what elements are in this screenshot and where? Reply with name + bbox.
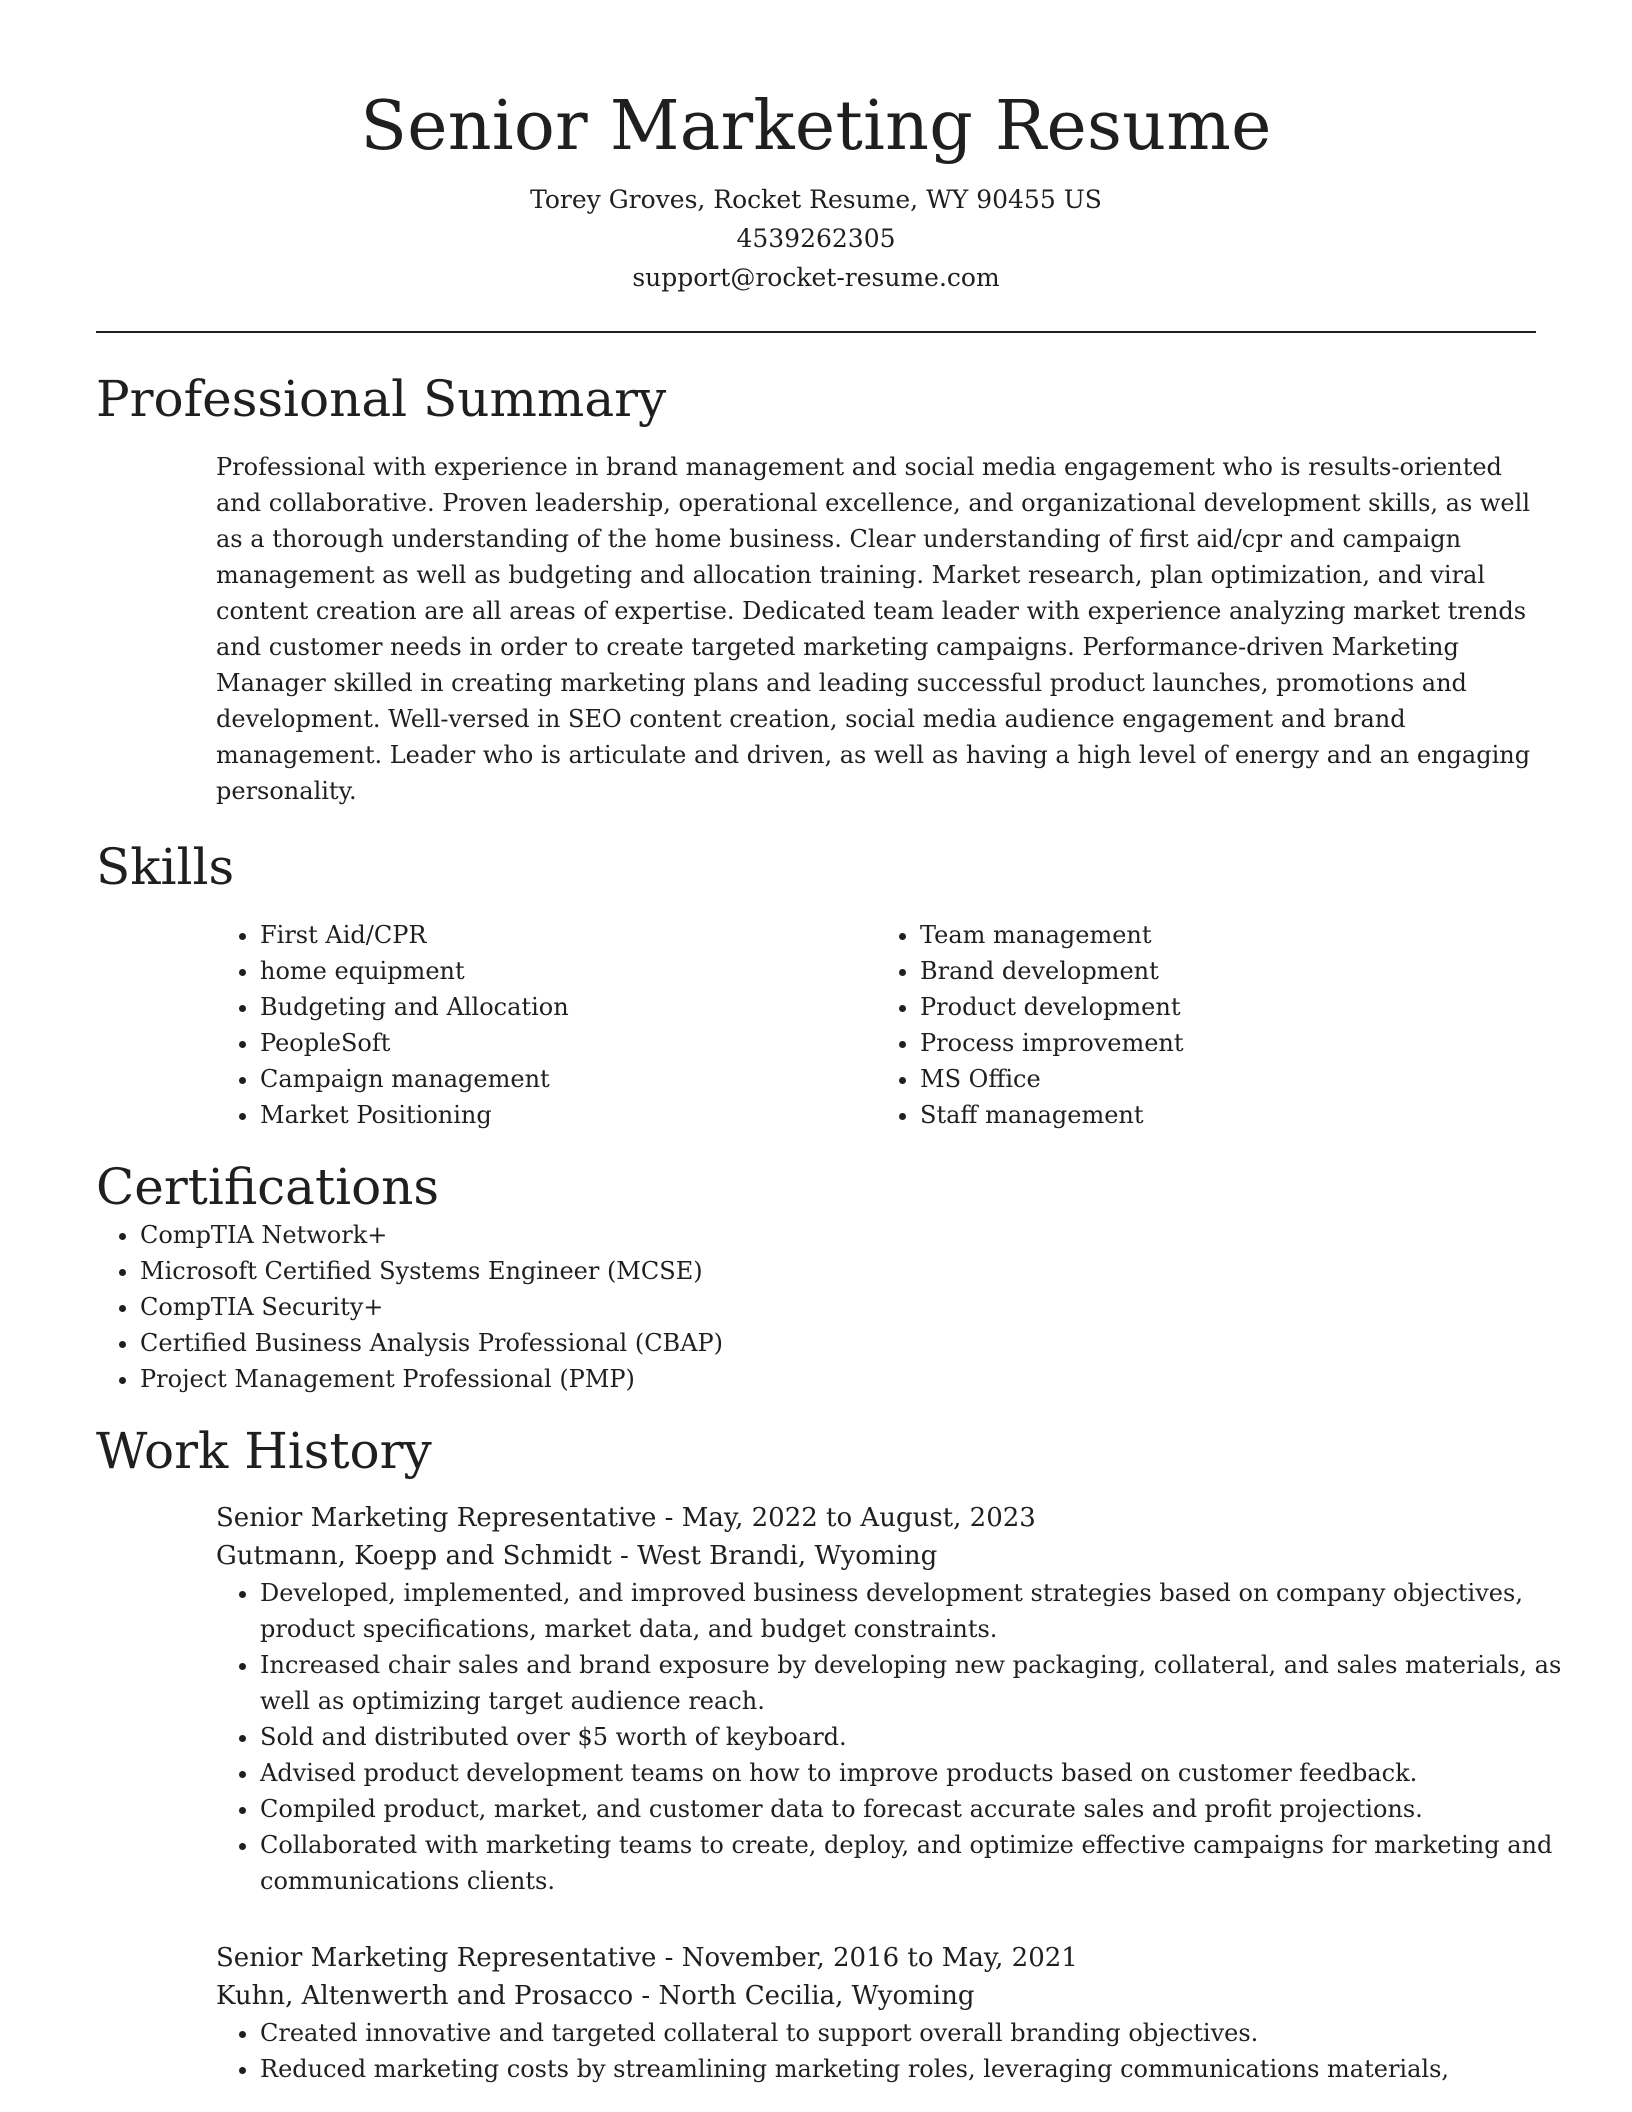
job-bullet: • Sold and distributed over $5 worth of keyboard. [260, 1719, 1578, 1755]
skills-column-left [216, 917, 876, 1133]
job-company-line: Kuhn, Altenwerth and Prosacco - North Cecilia, Wyoming [216, 1981, 975, 2011]
skill-item: • PeopleSoft [260, 1025, 876, 1061]
contact-phone: 4539262305 [736, 224, 896, 253]
skill-item: • Campaign management [260, 1061, 876, 1097]
job-title: Senior Marketing Representative [216, 1503, 657, 1533]
contact-address: Torey Groves, Rocket Resume, WY 90455 US [530, 185, 1102, 214]
skill-item: • First Aid/CPR [260, 917, 876, 953]
contact-email: support@rocket-resume.com [632, 263, 1000, 292]
work-history-heading: Work History [96, 1422, 432, 1480]
certification-item: • CompTIA Network+ [140, 1217, 1536, 1253]
header-divider [96, 331, 1536, 333]
skills-heading: Skills [96, 838, 235, 896]
job-bullet-list [216, 1575, 1578, 1899]
certifications-heading: Certifications [96, 1158, 440, 1216]
job-bullet: • Reduced marketing costs by streamlining marketing roles, leveraging communications materials, [260, 2051, 1578, 2087]
job-bullet: • Developed, implemented, and improved business development strategies based on company objectives, product specifications, market data, and budget constraints. [260, 1575, 1578, 1647]
job-bullet: • Collaborated with marketing teams to create, deploy, and optimize effective campaigns for marketing and communications clients. [260, 1827, 1578, 1899]
skill-item: • Staff management [920, 1097, 1536, 1133]
skill-item: • Product development [920, 989, 1536, 1025]
job-company: Gutmann, Koepp and Schmidt [216, 1541, 612, 1571]
summary-text: Professional with experience in brand management and social media engagement who is results-oriented and collaborative. Proven leadership, operational excellence, and organizational development skills, as well as a thorough understanding of the home business. Clear understanding of first aid/cpr and campaign management as well as budgeting and allocation training. Market research, plan optimization, and viral content creation are all areas of expertise. Dedicated team leader with experience analyzing market trends and customer needs in order to create targeted marketing campaigns. Performance-driven Marketing Manager skilled in creating marketing plans and leading successful product launches, promotions and development. Well-versed in SEO content creation, social media audience engagement and brand management. Leader who is articulate and driven, as well as having a high level of energy and an engaging personality. [216, 453, 1531, 805]
job-company: Kuhn, Altenwerth and Prosacco [216, 1981, 634, 2011]
skill-item: • Process improvement [920, 1025, 1536, 1061]
job-location: North Cecilia, Wyoming [658, 1981, 975, 2011]
certification-item: • CompTIA Security+ [140, 1289, 1536, 1325]
skill-item: • MS Office [920, 1061, 1536, 1097]
resume-page [96, 0, 1562, 2087]
job-entry [216, 1939, 1536, 2087]
job-bullet: • Compiled product, market, and customer data to forecast accurate sales and profit projections. [260, 1791, 1578, 1827]
job-title-line: Senior Marketing Representative - May, 2022 to August, 2023 [216, 1503, 1036, 1533]
resume-header [96, 0, 1536, 297]
skills-grid [216, 917, 1536, 1133]
job-dates: November, 2016 to May, 2021 [681, 1943, 1078, 1973]
resume-title: Senior Marketing Resume [360, 87, 1272, 166]
skill-item: • Budgeting and Allocation [260, 989, 876, 1025]
skill-item: • home equipment [260, 953, 876, 989]
job-bullet: • Created innovative and targeted collateral to support overall branding objectives. [260, 2015, 1578, 2051]
job-dates: May, 2022 to August, 2023 [681, 1503, 1036, 1533]
contact-info [96, 180, 1536, 297]
job-company-line: Gutmann, Koepp and Schmidt - West Brandi, Wyoming [216, 1541, 938, 1571]
job-title-line: Senior Marketing Representative - November, 2016 to May, 2021 [216, 1943, 1078, 1973]
job-location: West Brandi, Wyoming [637, 1541, 938, 1571]
summary-heading: Professional Summary [96, 370, 667, 428]
certification-item: • Certified Business Analysis Professional (CBAP) [140, 1325, 1536, 1361]
skill-item: • Market Positioning [260, 1097, 876, 1133]
certifications-list [96, 1217, 1536, 1397]
skill-item: • Brand development [920, 953, 1536, 989]
skill-item: • Team management [920, 917, 1536, 953]
job-bullet-list [216, 2015, 1578, 2087]
job-title: Senior Marketing Representative [216, 1943, 657, 1973]
certification-item: • Microsoft Certified Systems Engineer (MCSE) [140, 1253, 1536, 1289]
job-bullet: • Advised product development teams on how to improve products based on customer feedback. [260, 1755, 1578, 1791]
certification-item: • Project Management Professional (PMP) [140, 1361, 1536, 1397]
skills-column-right [876, 917, 1536, 1133]
job-bullet: • Increased chair sales and brand exposure by developing new packaging, collateral, and sales materials, as well as optimizing target audience reach. [260, 1647, 1578, 1719]
job-entry [216, 1499, 1562, 1899]
